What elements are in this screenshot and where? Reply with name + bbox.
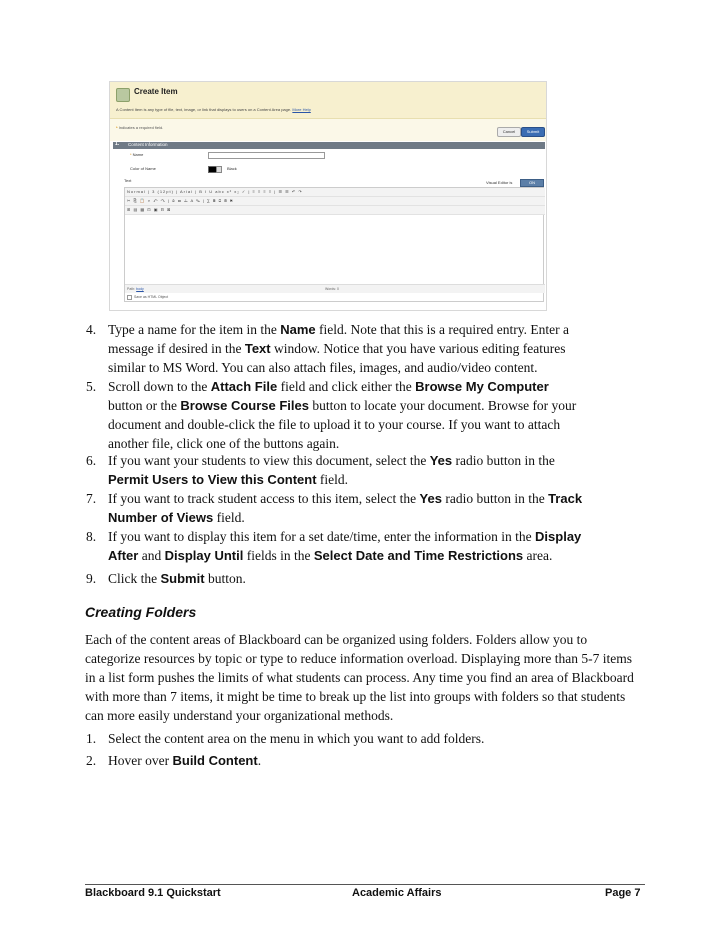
step-line xyxy=(108,396,576,415)
step-item xyxy=(86,451,555,489)
step-item xyxy=(86,751,262,770)
step-text: Type a name for the item in the xyxy=(108,322,281,337)
creating-folders-paragraph: Each of the content areas of Blackboard can be organized using folders. Folders allow you to categorize resources by topic or type to reduce information overload. Displaying more than 5-7 items in a list form pushes the limits of what students can process. Any time you find an area of Blackboard with more than 7 items, it might be time to break up the list into groups with folders so that students can more easily understand your organizational methods. xyxy=(85,632,634,723)
step-text: radio button in the xyxy=(441,491,549,506)
ui-term: Track xyxy=(548,491,583,506)
cancel-button[interactable]: Cancel xyxy=(497,127,521,137)
step-number: 9. xyxy=(86,571,97,586)
step-text: Scroll down to the xyxy=(108,379,211,394)
step-line xyxy=(108,489,582,508)
step-text: button to locate your document. Browse for your xyxy=(308,398,577,413)
ui-term: Select Date and Time Restrictions xyxy=(313,548,524,563)
step-item xyxy=(86,489,583,527)
step-text: field. Note that this is a required entry. Enter a xyxy=(315,322,569,337)
step-text: If you want your students to view this document, select the xyxy=(108,453,430,468)
step-text: and xyxy=(138,548,165,563)
more-help-link[interactable]: More Help xyxy=(292,107,311,112)
color-of-name-label: Color of Name xyxy=(130,166,156,171)
step-number: 7. xyxy=(86,491,97,506)
submit-button[interactable]: Submit xyxy=(521,127,545,137)
creating-folders-heading: Creating Folders xyxy=(85,604,197,620)
step-number: 6. xyxy=(86,453,97,468)
name-input[interactable] xyxy=(208,152,325,159)
step-text: field and click either the xyxy=(277,379,416,394)
text-label: Text xyxy=(124,178,132,183)
step-number: 2. xyxy=(86,753,97,768)
ui-term: Yes xyxy=(429,453,453,468)
save-as-html-option[interactable]: Save as HTML Object xyxy=(125,293,545,301)
section-number: 1. xyxy=(115,141,120,147)
ui-term: After xyxy=(108,548,139,563)
visual-editor-toggle[interactable]: ON xyxy=(520,179,544,187)
ui-term: Display Until xyxy=(164,548,244,563)
step-line xyxy=(108,546,581,565)
create-item-title: Create Item xyxy=(134,87,178,96)
step-text: field. xyxy=(316,472,349,487)
footer-left: Blackboard 9.1 Quickstart xyxy=(85,887,221,899)
ui-term: Text xyxy=(244,341,271,356)
step-item xyxy=(86,320,569,377)
step-number: 8. xyxy=(86,529,97,544)
step-number: 5. xyxy=(86,379,97,394)
step-line xyxy=(108,451,555,470)
step-line xyxy=(108,339,569,358)
step-text: radio button in the xyxy=(452,453,555,468)
step-text: field. xyxy=(213,510,245,525)
step-line xyxy=(108,569,246,588)
section-title: Content Information xyxy=(128,142,168,147)
editor-toolbar-row1[interactable]: Normal | 3 (12pt) | Arial | B I U abc x² x₂ ✓ | ≡ ≡ ≡ ≡ | ☰ ☰ ↶ ↷ xyxy=(125,188,545,197)
footer-rule xyxy=(85,884,645,885)
step-text: If you want to display this item for a set date/time, enter the information in the xyxy=(108,529,536,544)
ui-term: Build Content xyxy=(172,753,258,768)
required-note-row xyxy=(110,119,546,141)
footer-center: Academic Affairs xyxy=(352,887,442,899)
text-editor[interactable] xyxy=(124,187,544,302)
step-line xyxy=(108,358,569,377)
step-line xyxy=(108,320,569,339)
step-text: Click the xyxy=(108,571,161,586)
footer-right: Page 7 xyxy=(605,887,641,899)
step-text: similar to MS Word. You can also attach files, images, and audio/video content. xyxy=(108,360,538,375)
step-item xyxy=(86,729,485,748)
step-text: fields in the xyxy=(243,548,314,563)
step-text: document and double-click the file to upload it to your course. If you want to attach xyxy=(108,417,561,432)
step-line xyxy=(108,377,576,396)
step-line xyxy=(108,527,581,546)
required-note: * Indicates a required field. xyxy=(116,125,164,130)
ui-term: Permit Users to View this Content xyxy=(108,472,317,487)
name-label: * Name xyxy=(130,152,144,157)
ui-term: Attach File xyxy=(210,379,278,394)
step-text: window. Notice that you have various editing features xyxy=(270,341,566,356)
save-html-checkbox xyxy=(127,295,132,300)
step-line xyxy=(108,751,261,770)
step-line xyxy=(108,415,576,434)
step-line xyxy=(108,729,484,748)
step-text: Hover over xyxy=(108,753,173,768)
ui-term: Browse Course Files xyxy=(180,398,309,413)
step-number: 4. xyxy=(86,322,97,337)
step-text: Select the content area on the menu in which you want to add folders. xyxy=(108,731,485,746)
word-count: Words: 0 xyxy=(325,287,339,291)
step-text: button. xyxy=(204,571,246,586)
create-item-header xyxy=(110,82,546,119)
content-item-icon xyxy=(116,88,130,102)
step-text: message if desired in the xyxy=(108,341,245,356)
step-item xyxy=(86,377,577,453)
color-dropdown[interactable] xyxy=(216,166,222,173)
step-text: button or the xyxy=(108,398,181,413)
create-item-screenshot xyxy=(109,81,547,311)
editor-toolbar-row2[interactable]: ✂ ⎘ 📋 ⌕ ↶ ↷ | ⊘ ▭ ⚠ A ✎ | ∑ ⊞ ⊡ ⊟ ⌘ xyxy=(125,197,545,206)
ui-term: Name xyxy=(280,322,316,337)
editor-path-bar: Path: body Words: 0 xyxy=(125,284,545,293)
step-text: If you want to track student access to this item, select the xyxy=(108,491,420,506)
step-line xyxy=(108,508,582,527)
ui-term: Browse My Computer xyxy=(415,379,549,394)
content-information-bar xyxy=(113,142,545,149)
ui-term: Display xyxy=(535,529,582,544)
step-text: another file, click one of the buttons again. xyxy=(108,436,340,451)
step-number: 1. xyxy=(86,731,97,746)
step-text: . xyxy=(257,753,262,768)
visual-editor-label: Visual Editor is xyxy=(486,180,513,185)
ui-term: Submit xyxy=(160,571,205,586)
step-item xyxy=(86,569,246,588)
step-text: area. xyxy=(523,548,553,563)
editor-toolbar-row3[interactable]: ⊞ ▤ ▦ ⊡ ▣ ⊟ ⊠ xyxy=(125,206,545,215)
step-line xyxy=(108,470,555,489)
ui-term: Yes xyxy=(419,491,442,506)
step-item xyxy=(86,527,582,565)
ui-term: Number of Views xyxy=(108,510,214,525)
color-value: Black xyxy=(227,166,237,171)
create-item-description: A Content Item is any type of file, text, image, or link that displays to users on a Content Area page. More Help xyxy=(116,107,311,112)
